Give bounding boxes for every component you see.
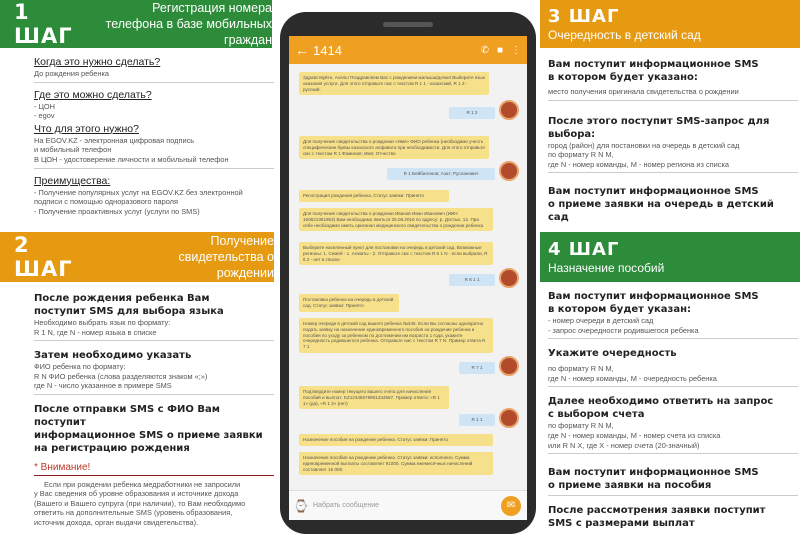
step1-number: 1 ШАГ [14,0,73,48]
message-in: Назначение пособия на рождение ребенка. Статус заявки: Принято [299,434,493,446]
avatar [499,268,519,288]
attach-icon[interactable]: ⌚ [293,498,309,513]
message-in: Выберите населенный пункт для постановки на очередь в детский сад. Возможные регионы: 1. Семей - 1. Алматы - 2. Отправьте смс с текстом R 6 1 N - если выбрали, R 6 2 - нет в списке [299,242,493,265]
warning-text: Если при рождении ребенка медработники не запросили у Вас сведения об уровне образования и источнике дохода (Вашего и Вашего супруга (при наличии), то Вам необходимо ответить на дополнительные SMS (уровень образования, источник дохода, орган выдачи свидетельства). [34,475,274,528]
message-input[interactable]: Набрать сообщение [313,502,380,509]
trash-icon[interactable]: ■ [496,44,503,56]
phone-mockup [280,12,536,534]
step3-content: Вам поступит информационное SMS в котором будет указано: место получения оригинала свидетельства о рождении После этого поступит SMS-запрос для выбора: город (район) для постановки на очередь в детский сад по формату R N M, где N - номер команды, M - номер региона из списка Вам поступит информационное SMS о приеме заявки на очередь в детский сад [548,58,798,224]
message-in: Назначение пособия на рождение ребенка. Статус заявки: исполнено. Сумма единовременной выплаты составляет 91000. Сумма ежемесячных начислений составляет 15 000. [299,452,493,475]
phone-screen [289,36,527,520]
step2-banner [0,232,274,282]
question-where: Где это можно сделать? [34,88,152,101]
step3-banner [540,0,800,48]
step1-title: Регистрация номера телефона в базе мобильных граждан [105,1,272,47]
step4-banner [540,232,800,282]
send-icon[interactable]: ✉ [501,496,521,516]
message-in: Регистрация рождения ребенка. Статус заявки: Принято [299,190,449,202]
phone-speaker [383,22,433,27]
step2-title: Получение свидетельства о рождении [178,234,274,280]
phone-call-icon[interactable]: ✆ [480,44,489,56]
step4-number: 4 ШАГ [548,238,620,260]
step2-content: После рождения ребенка Вам поступит SMS для выбора языка Необходимо выбрать язык по формату: R 1 N, где N - номер языка в списке Затем необходимо указать ФИО ребенка по формату: R N ФИО ребенка (слова разделяются знаком «;») где N - число указанное в примере SMS После отправки SMS с ФИО Вам поступит информационное SMS о приеме заявки на регистрацию рождения * Внимание! Если при рождении ребенка медработники не запросили у Вас сведения об уровне образования и источнике дохода (Вашего и Вашего супруга (при наличии), то Вам необходимо ответить на дополнительные SMS (уровень образования, источник дохода, орган выдачи свидетельства). [34,292,274,528]
message-in: Номер очереди в детский сад вашего ребенка №345. Если Вы согласны однократно подать заявку на назначение единовременного пособия на рождение ребенка и пособия по уходу за ребенком по достижении им возраста 1 года, укажите очередность родившегося ребенка. Отправьте смс с текстом R 7 N. Пример ответа R 7 1 [299,318,493,353]
question-advantages: Преимущества: [34,174,111,187]
back-arrow-icon[interactable]: ← [295,42,309,58]
message-out: R 1 1 [459,414,495,426]
question-what: Что для этого нужно? [34,122,139,135]
chat-title: 1414 [313,42,342,58]
message-in: Постановка ребенка на очередь в детский сад. Статус заявки: Принято [299,294,399,312]
step4-title: Назначение пособий [548,260,665,275]
step3-title: Очередность в детский сад [548,27,701,42]
question-when: Когда это нужно сделать? [34,56,161,68]
message-out: R 1 2 [449,107,495,119]
message-in: Для получения свидетельства о рождении «Имя» ФИО ребенка (необходимо учесть специфические буквы казахского алфавита при необходимости. Для этого отправьте смс с текстом R 1 Фамилия; Имя; Отчество [299,136,489,159]
message-in: Здравствуйте, Асель! Поздравляем Вас с рождением малыша/дочки! Выберите язык оказания услуги. Для этого отправьте смс с текстом R 1 1 - казахский, R 1 2 - русский. [299,72,489,95]
more-icon[interactable]: ⋮ [511,44,521,56]
warning-title: * Внимание! [34,461,91,473]
chat-messages [289,64,527,490]
step2-number: 2 ШАГ [14,233,73,281]
message-out: R 1 Бейбилонов; Азат; Русланович [387,168,495,180]
step1-content: Когда это нужно сделать? До рождения ребенка Где это можно сделать? - ЦОН - egov Что для этого нужно? На EGOV.KZ - электронная цифровая подпись и мобильный телефон В ЦОН - удостоверение личности и мобильный телефон Преимущества: - Получение популярных услуг на EGOV.KZ без электронной подписи с помощью одноразового пароля - Получение проактивных услуг (услуги по SMS) [34,56,274,216]
message-input-bar [289,490,527,520]
step4-content: Вам поступит информационное SMS в котором будет указан: - номер очереди в детский сад - запрос очередности родившегося ребенка Укажите очередность по формату R N M, где N - номер команды, M - очередность ребенка Далее необходимо ответить на запрос с выбором счета по формату R N M, где N - номер команды, M - номер счета из списка или R N X, где X - номер счета (20-значный) Вам поступит информационное SMS о приеме заявки на пособия После рассмотрения заявки поступит SMS с размерами выплат [548,290,798,530]
message-in: Для получения свидетельства о рождении Иванов Иван Иванович (ИИН 160621351953) Вам необходимо явиться 25.06.2016 по адресу: р. Достык, 12. При себе необходимо иметь оригинал медицинского свидетельства о рождении ребенка [299,208,493,231]
chat-header [289,36,527,64]
message-out: R 7 1 [459,362,495,374]
avatar [499,356,519,376]
message-in: Подтвердите номер текущего вашего счета для начисления пособий и выплат: KZ12345678901234567. Пример ответа: «R 1 1» (да), «R 1 2» (нет) [299,386,449,409]
avatar [499,161,519,181]
step1-banner [0,0,272,48]
message-out: R 6 1 1 [449,274,495,286]
avatar [499,408,519,428]
answer-when: До рождения ребенка [34,69,274,83]
step3-number: 3 ШАГ [548,5,620,27]
avatar [499,100,519,120]
